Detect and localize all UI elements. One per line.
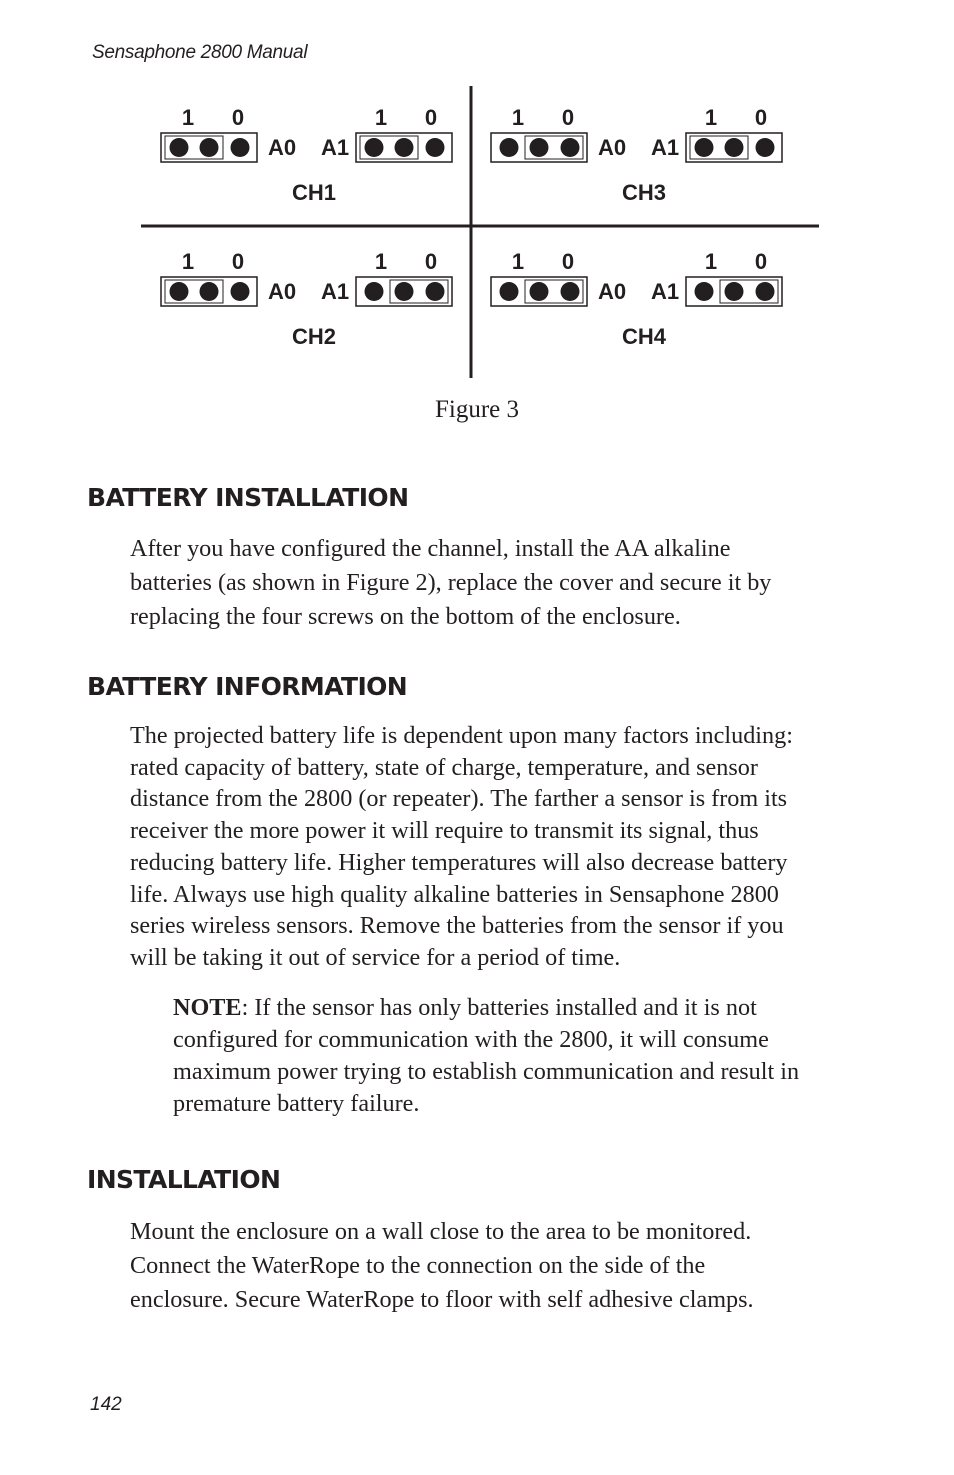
section-heading-battery-information: BATTERY INFORMATION: [87, 672, 408, 701]
pin-label: 0: [561, 105, 575, 130]
text-line: batteries (as shown in Figure 2), replace the cover and secure it by: [130, 569, 772, 596]
jumper-pin: [231, 282, 250, 301]
pin-label: 0: [754, 105, 768, 130]
jumper-pin: [725, 282, 744, 301]
jumper-figure: [0, 0, 954, 390]
text-line: life. Always use high quality alkaline batteries in Sensaphone 2800: [130, 880, 779, 908]
pin-label: 1: [181, 105, 195, 130]
text-line: After you have configured the channel, install the AA alkaline: [130, 535, 731, 562]
pin-label: 1: [181, 249, 195, 274]
jumper-pin: [695, 138, 714, 157]
jumper-pin: [170, 282, 189, 301]
paragraph: [130, 532, 870, 634]
jumper-pin: [365, 138, 384, 157]
jumper-pin: [530, 282, 549, 301]
text-line: premature battery failure.: [173, 1090, 420, 1117]
note-paragraph: [173, 992, 873, 1120]
jumper-pin: [395, 138, 414, 157]
text-line: The projected battery life is dependent upon many factors including:: [130, 722, 793, 749]
text-line: enclosure. Secure WaterRope to floor with self adhesive clamps.: [130, 1286, 754, 1313]
channel-label: CH4: [621, 324, 667, 349]
jumper-pin: [756, 282, 775, 301]
pin-label: 1: [704, 249, 718, 274]
pin-label: 1: [374, 105, 388, 130]
jumper-pin: [365, 282, 384, 301]
jumper-pin: [530, 138, 549, 157]
text-line: Connect the WaterRope to the connection on the side of the: [130, 1252, 706, 1279]
note-text: : If the sensor has only batteries installed and it is not: [241, 994, 757, 1021]
a1-label: A1: [321, 135, 350, 160]
text-line: reducing battery life. Higher temperatures will also decrease battery: [130, 848, 788, 876]
a1-label: A1: [321, 279, 350, 304]
jumper-pin: [426, 282, 445, 301]
jumper-pin: [725, 138, 744, 157]
a1-label: A1: [651, 279, 680, 304]
pin-label: 1: [511, 105, 525, 130]
section-heading-installation: INSTALLATION: [87, 1165, 281, 1194]
text-line: [173, 992, 873, 1024]
pin-label: 0: [231, 105, 245, 130]
jumper-pin: [695, 282, 714, 301]
jumper-pin: [170, 138, 189, 157]
text-line: distance from the 2800 (or repeater). The farther a sensor is from its: [130, 785, 788, 813]
jumper-pin: [756, 138, 775, 157]
pin-label: 1: [511, 249, 525, 274]
a0-label: A0: [268, 135, 297, 160]
pin-label: 0: [561, 249, 575, 274]
text-line: Mount the enclosure on a wall close to the area to be monitored.: [130, 1218, 752, 1245]
pin-label: 0: [424, 105, 438, 130]
jumper-pin: [500, 282, 519, 301]
text-line: will be taking it out of service for a period of time.: [130, 943, 621, 971]
channel-label: CH2: [291, 324, 337, 349]
a1-label: A1: [651, 135, 680, 160]
jumper-pin: [500, 138, 519, 157]
text-line: receiver the more power it will require to transmit its signal, thus: [130, 817, 759, 845]
pin-label: 0: [231, 249, 245, 274]
page-number: 142: [90, 1394, 122, 1415]
pin-label: 0: [424, 249, 438, 274]
text-line: configured for communication with the 2800, it will consume: [173, 1026, 769, 1053]
text-line: maximum power trying to establish communication and result in: [173, 1058, 800, 1085]
jumper-pin: [561, 138, 580, 157]
pin-label: 1: [704, 105, 718, 130]
channel-label: CH3: [621, 180, 667, 205]
text-line: series wireless sensors. Remove the batteries from the sensor if you: [130, 912, 784, 940]
paragraph: [130, 1215, 870, 1317]
channel-label: CH1: [291, 180, 337, 205]
section-heading-battery-installation: BATTERY INSTALLATION: [87, 483, 409, 512]
a0-label: A0: [268, 279, 297, 304]
jumper-pin: [395, 282, 414, 301]
jumper-pin: [200, 282, 219, 301]
jumper-pin: [561, 282, 580, 301]
pin-label: 0: [754, 249, 768, 274]
a0-label: A0: [598, 279, 627, 304]
jumper-pin: [426, 138, 445, 157]
running-header: Sensaphone 2800 Manual: [92, 42, 308, 63]
text-line: rated capacity of battery, state of charge, temperature, and sensor: [130, 753, 758, 781]
text-line: replacing the four screws on the bottom of the enclosure.: [130, 603, 681, 630]
jumper-pin: [200, 138, 219, 157]
paragraph: [130, 720, 870, 974]
pin-label: 1: [374, 249, 388, 274]
jumper-pin: [231, 138, 250, 157]
a0-label: A0: [598, 135, 627, 160]
note-label: NOTE: [173, 994, 242, 1021]
figure-caption: Figure 3: [434, 396, 520, 423]
